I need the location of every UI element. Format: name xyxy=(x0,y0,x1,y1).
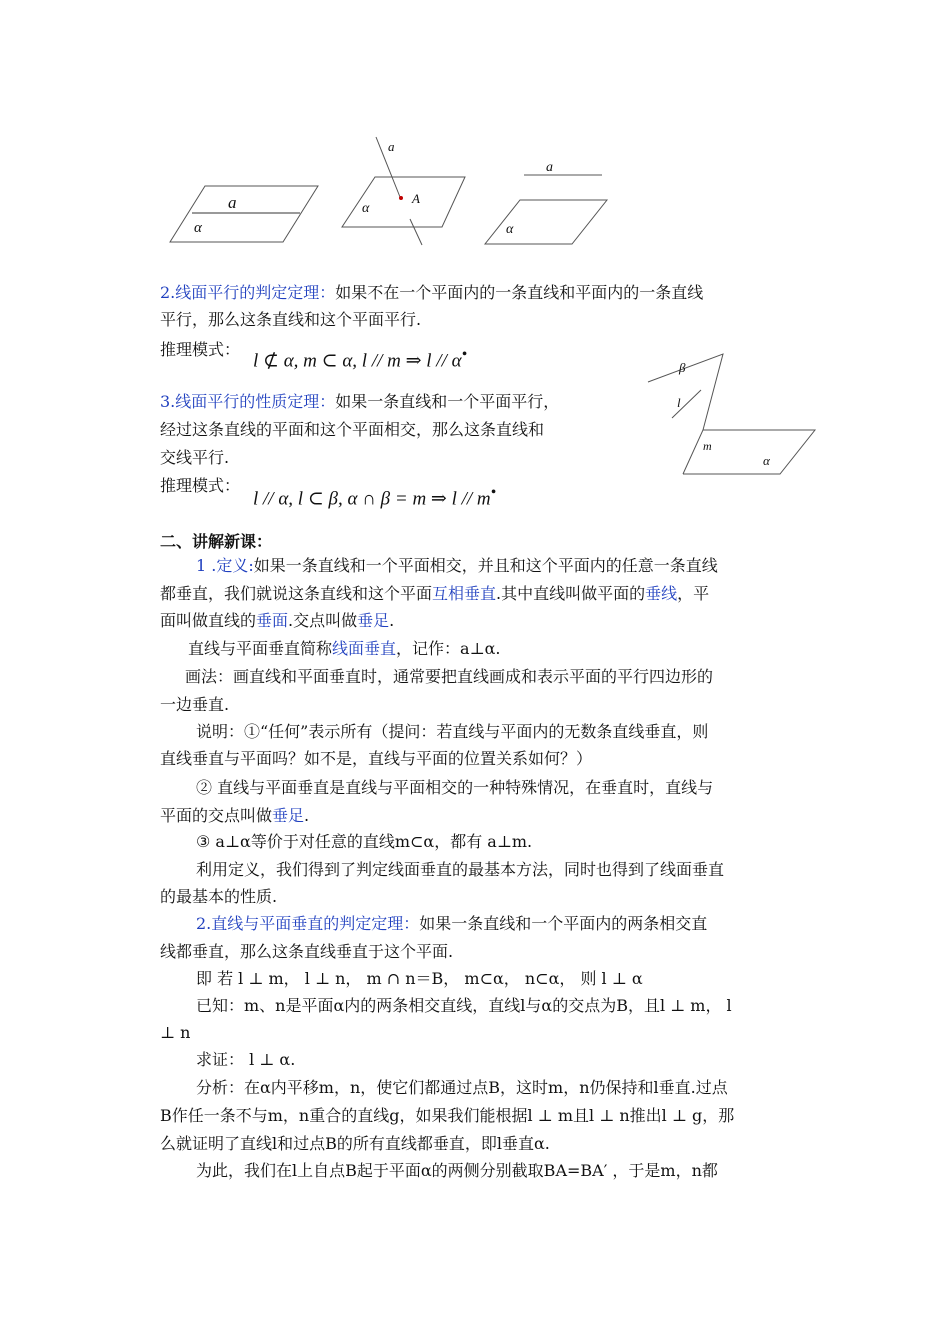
theorem2-title: 线面平行的判定定理： xyxy=(175,283,336,302)
formula-dot-2: • xyxy=(490,484,497,501)
theorem3-formula-text: l // α, l ⊂ β, α ∩ β = m ⇒ l // m xyxy=(253,488,491,510)
fig2-point-label: A xyxy=(412,191,420,206)
definition-text: 如果一条直线和一个平面相交，并且和这个平面内的任意一条直线 xyxy=(253,556,718,575)
definition-text-2a: 都垂直，我们就说这条直线和这个平面 xyxy=(160,584,433,603)
theorem3-text: 如果一条直线和一个平面平行， xyxy=(335,392,560,411)
definition-text-3b: .交点叫做 xyxy=(288,611,358,630)
term-foot: 垂足 xyxy=(357,611,390,630)
definition-text-2c: ，平 xyxy=(677,584,710,603)
definition-line1 xyxy=(160,556,800,576)
analysis-line1: 分析：在α内平移m，n，使它们都通过点B，这时m，n仍保持和l垂直.过点 xyxy=(196,1078,728,1097)
theorem2-line1 xyxy=(160,283,800,303)
theorem3-line2: 经过这条直线的平面和这个平面相交，那么这条直线和 xyxy=(160,420,545,439)
reasoning-label-2: 推理模式： xyxy=(160,476,241,495)
section-heading: 二、讲解新课： xyxy=(160,532,273,551)
symbolic-statement: 即 若 l ⊥ m， l ⊥ n， m ∩ n＝B， m⊂α， n⊂α， 则 l ⊥ α xyxy=(196,969,643,988)
definition-text-2b: .其中直线叫做平面的 xyxy=(496,584,646,603)
perp-theorem-line2: 线都垂直，那么这条直线垂直于这个平面. xyxy=(160,942,454,961)
given-line1: 已知：m、n是平面α内的两条相交直线，直线l与α的交点为B，且l ⊥ m， l xyxy=(196,996,732,1015)
theorem3-formula xyxy=(253,484,496,510)
fig4-line-m: m xyxy=(703,439,712,453)
usage-line1: 利用定义，我们得到了判定线面垂直的最基本方法，同时也得到了线面垂直 xyxy=(196,860,725,879)
perp-theorem-title: 直线与平面垂直的判定定理： xyxy=(211,914,420,933)
formula-dot: • xyxy=(461,346,468,363)
theorem2-line2: 平行，那么这条直线和这个平面平行. xyxy=(160,310,422,329)
fig3-plane-label: α xyxy=(506,222,514,237)
note2-line1: ② 直线与平面垂直是直线与平面相交的一种特殊情况，在垂直时，直线与 xyxy=(196,778,714,797)
fig4-line-l: l xyxy=(677,395,681,410)
figure-line-apart-plane xyxy=(482,155,612,250)
term-mutually-perpendicular: 互相垂直 xyxy=(432,584,497,603)
theorem3-number: 3. xyxy=(160,392,176,411)
abbr-text-b: ，记作：a⊥α. xyxy=(396,639,501,658)
drawing-line2: 一边垂直. xyxy=(160,695,230,714)
fig1-plane-label: α xyxy=(194,220,202,236)
perp-theorem-number: 2. xyxy=(196,914,212,933)
figure-line-parallel-plane xyxy=(160,180,330,250)
final-line1: 为此，我们在l上自点B起于平面α的两侧分别截取BA=BA′ ，于是m，n都 xyxy=(196,1161,718,1180)
note2-text-a: 平面的交点叫做 xyxy=(160,806,273,825)
theorem3-line3: 交线平行. xyxy=(160,448,230,467)
fig2-line-label: a xyxy=(388,139,395,154)
definition-text-3c: . xyxy=(389,611,395,630)
theorem3-title: 线面平行的性质定理： xyxy=(175,392,336,411)
definition-line2 xyxy=(160,584,800,604)
term-perpendicular-plane: 垂面 xyxy=(256,611,289,630)
term-perpendicular-line: 垂线 xyxy=(645,584,678,603)
given-line2: ⊥ n xyxy=(160,1023,191,1042)
theorem3-line1 xyxy=(160,392,800,412)
note3-line: ③ a⊥α等价于对任意的直线m⊂α，都有 a⊥m. xyxy=(196,832,533,851)
note1-line1: 说明：①“任何”表示所有（提问：若直线与平面内的无数条直线垂直，则 xyxy=(196,722,709,741)
drawing-line1: 画法：画直线和平面垂直时，通常要把直线画成和表示平面的平行四边形的 xyxy=(185,667,714,686)
fig4-plane-alpha: α xyxy=(763,453,770,468)
analysis-line2: B作任一条不与m，n重合的直线g，如果我们能根据l ⊥ m且l ⊥ n推出l ⊥ g，那 xyxy=(160,1106,735,1125)
fig1-line-label: a xyxy=(228,193,237,212)
abbreviation-line xyxy=(160,639,800,659)
fig2-point xyxy=(399,196,403,200)
note2-text-b: . xyxy=(304,806,310,825)
theorem2-formula-text: l ⊄ α, m ⊂ α, l // m ⇒ l // α xyxy=(253,350,462,372)
definition-text-3a: 面叫做直线的 xyxy=(160,611,257,630)
definition-number: 1 . xyxy=(196,556,217,575)
fig3-line-label: a xyxy=(546,160,553,175)
theorem2-text: 如果不在一个平面内的一条直线和平面内的一条直线 xyxy=(335,283,704,302)
analysis-line3: 么就证明了直线l和过点B的所有直线都垂直，即l垂直α. xyxy=(160,1134,550,1153)
perp-theorem-line1 xyxy=(160,914,800,934)
figure-line-intersect-plane xyxy=(340,135,470,250)
theorem2-number: 2. xyxy=(160,283,176,302)
definition-label: 定义: xyxy=(216,556,254,575)
note2-line2 xyxy=(160,806,800,826)
term-foot-2: 垂足 xyxy=(272,806,305,825)
fig4-plane-beta: β xyxy=(679,360,686,375)
reasoning-label: 推理模式： xyxy=(160,340,241,359)
perp-theorem-text: 如果一条直线和一个平面内的两条相交直 xyxy=(419,914,708,933)
term-line-plane-perpendicular: 线面垂直 xyxy=(332,639,397,658)
prove-line: 求证： l ⊥ α. xyxy=(196,1050,296,1069)
theorem2-formula xyxy=(253,346,467,372)
fig2-plane-label: α xyxy=(362,201,370,216)
usage-line2: 的最基本的性质. xyxy=(160,887,278,906)
definition-line3 xyxy=(160,611,800,631)
note1-line2: 直线垂直与平面吗？如不是，直线与平面的位置关系如何？） xyxy=(160,749,593,768)
abbr-text-a: 直线与平面垂直简称 xyxy=(188,639,333,658)
